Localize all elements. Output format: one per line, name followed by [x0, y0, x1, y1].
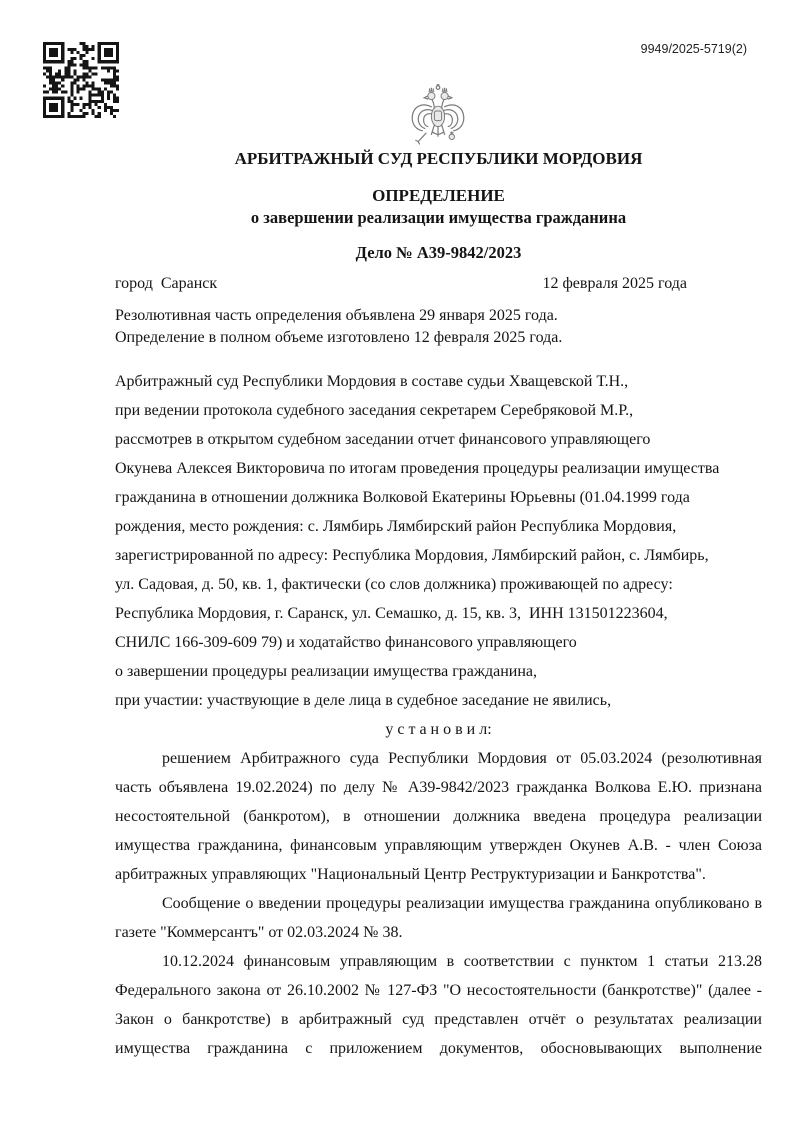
date-label: 12 февраля 2025 года [542, 275, 687, 292]
intro-line: о завершении процедуры реализации имущества гражданина, [115, 663, 537, 680]
case-number: Дело № А39-9842/2023 [355, 243, 522, 262]
city-date-row [115, 273, 762, 295]
intro-line: гражданина в отношении должника Волковой Екатерины Юрьевны (01.04.1999 года [115, 489, 690, 506]
intro-line: зарегистрированной по адресу: Республика Мордовия, Лямбирский район, с. Лямбирь, [115, 547, 709, 564]
resolution-note-line: Определение в полном объеме изготовлено 12 февраля 2025 года. [115, 329, 563, 346]
court-name-heading: АРБИТРАЖНЫЙ СУД РЕСПУБЛИКИ МОРДОВИЯ [234, 149, 643, 168]
intro-line: рождения, место рождения: с. Лямбирь Лямбирский район Республика Мордовия, [115, 518, 677, 535]
intro-line: Республика Мордовия, г. Саранск, ул. Семашко, д. 15, кв. 3, ИНН 131501223604, [115, 605, 668, 622]
city-label: город Саранск [115, 275, 218, 292]
intro-line: ул. Садовая, д. 50, кв. 1, фактически (со слов должника) проживающей по адресу: [115, 576, 673, 593]
qr-code-icon [43, 42, 119, 118]
body-paragraph-decision: решением Арбитражного суда Республики Мордовия от 05.03.2024 (резолютивная часть объявлена 19.02.2024) по делу № А39-9842/2023 гражданка Волкова Е.Ю. признана несостоятельной (банкротом), в отношении должника введена процедура реализации имущества гражданина, финансовым управляющим утвержден Окунев А.В. - член Союза арбитражных управляющих "Национальный Центр Реструктуризации и Банкротства". [115, 750, 762, 883]
coat-of-arms-eagle-icon [406, 84, 470, 150]
intro-line: СНИЛС 166-309-609 79) и ходатайство финансового управляющего [115, 634, 577, 651]
body-paragraph-publication: Сообщение о введении процедуры реализации имущества гражданина опубликовано в газете "Коммерсантъ" от 02.03.2024 № 38. [115, 895, 762, 941]
intro-line: Окунева Алексея Викторовича по итогам проведения процедуры реализации имущества [115, 460, 720, 477]
intro-section [115, 367, 762, 715]
document-number: 9949/2025-5719(2) [640, 42, 747, 56]
resolution-note-line: Резолютивная часть определения объявлена 29 января 2025 года. [115, 307, 558, 324]
document-type-title: ОПРЕДЕЛЕНИЕ [372, 186, 505, 205]
resolution-notes [115, 305, 762, 349]
document-subtitle: о завершении реализации имущества гражданина [250, 208, 627, 227]
body-paragraph-report: 10.12.2024 финансовым управляющим в соответствии с пунктом 1 статьи 213.28 Федерального закона от 26.10.2002 № 127-ФЗ "О несостоятельности (банкротстве)" (далее - Закон о банкротстве) в арбитражный суд представлен отчёт о результатах реализации имущества гражданина с приложением документов, обосновывающих выполнение [115, 953, 762, 1057]
intro-line: Арбитражный суд Республики Мордовия в составе судьи Хващевской Т.Н., [115, 373, 629, 390]
intro-line: при участии: участвующие в деле лица в судебное заседание не явились, [115, 692, 612, 709]
intro-line: при ведении протокола судебного заседания секретарем Серебряковой М.Р., [115, 402, 634, 419]
document-body [115, 148, 762, 1063]
ustanovil-heading: у с т а н о в и л: [385, 721, 492, 738]
intro-line: рассмотрев в открытом судебном заседании отчет финансового управляющего [115, 431, 651, 448]
